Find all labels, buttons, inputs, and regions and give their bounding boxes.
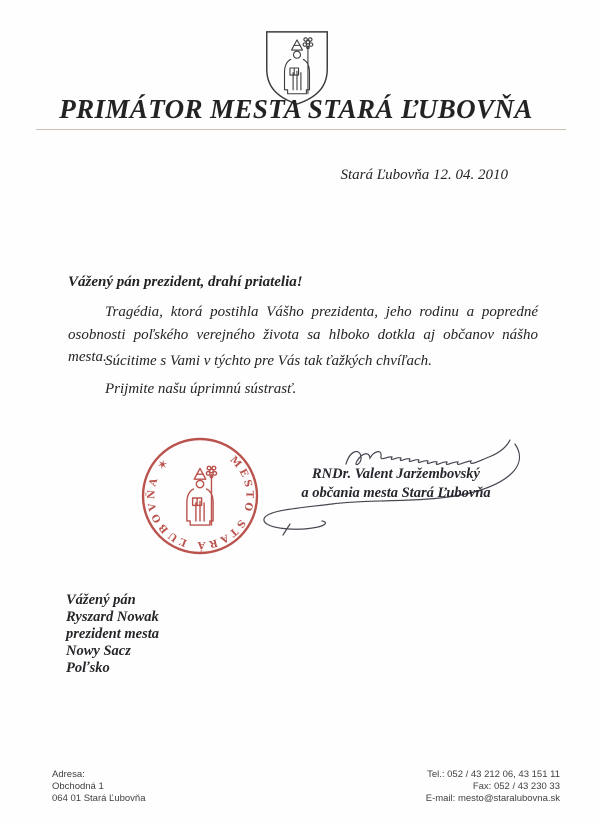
footer-address-block bbox=[52, 769, 146, 805]
signer-name: RNDr. Valent Jaržembovský bbox=[312, 466, 480, 482]
footer-email: E-mail: mesto@staralubovna.sk bbox=[425, 793, 560, 804]
footer-fax: Fax: 052 / 43 230 33 bbox=[472, 781, 560, 792]
body-paragraph: Súcitime s Vami v týchto pre Vás tak ťažkých chvíľach. bbox=[105, 353, 432, 369]
signer-subtitle: a občania mesta Stará Ľubovňa bbox=[301, 485, 491, 501]
body-paragraph: Prijmite našu úprimnú sústrasť. bbox=[105, 381, 297, 397]
footer-address-line: Obchodná 1 bbox=[52, 781, 104, 792]
city-seal-stamp bbox=[138, 434, 262, 558]
addressee-block bbox=[66, 592, 159, 677]
footer-address-line: 064 01 Stará Ľubovňa bbox=[52, 793, 146, 804]
footer-address-label: Adresa: bbox=[52, 769, 85, 780]
footer-tel: Tel.: 052 / 43 212 06, 43 151 11 bbox=[427, 769, 560, 780]
footer-contact-block bbox=[426, 769, 560, 805]
addressee-line: prezident mesta bbox=[66, 626, 160, 642]
letterhead-title: PRIMÁTOR MESTA STARÁ ĽUBOVŇA bbox=[59, 94, 533, 124]
seal-star-icon: ✶ bbox=[154, 456, 173, 475]
letterhead-divider bbox=[36, 129, 566, 130]
addressee-line: Vážený pán bbox=[66, 592, 136, 608]
salutation: Vážený pán prezident, drahí priatelia! bbox=[68, 274, 303, 290]
body-paragraph: Tragédia, ktorá postihla Vášho prezidenta, jeho rodinu a popredné osobnosti poľského verejného života sa hlboko dotkla aj občanov nášho mesta. bbox=[68, 304, 538, 365]
addressee-line: Nowy Sacz bbox=[66, 643, 131, 659]
date-line: Stará Ľubovňa 12. 04. 2010 bbox=[340, 167, 508, 183]
seal-circular-text: MESTO STARÁ ĽUBOVŇA bbox=[146, 454, 255, 551]
handwritten-signature bbox=[256, 424, 536, 544]
addressee-line: Poľsko bbox=[66, 660, 110, 676]
addressee-line: Ryszard Nowak bbox=[66, 609, 159, 625]
